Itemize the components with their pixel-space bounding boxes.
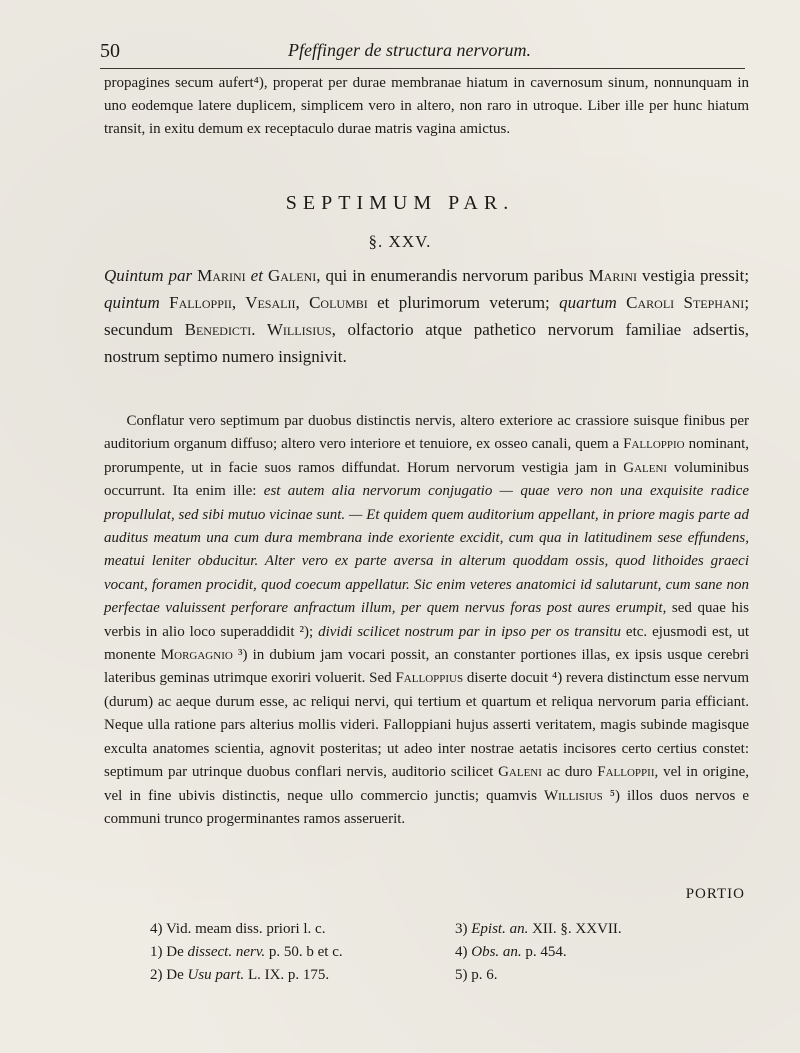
lead-text: , olfactorio atque pathetico nervorum familiae adsertis, nostrum septimo numero insignivit. (104, 320, 750, 366)
main-text: , sed quae his verbis in alio loco superaddidit ²); (104, 600, 749, 640)
lead-text: quintum (104, 293, 160, 312)
footnote-title: Obs. an. (471, 944, 522, 960)
lead-paragraph (104, 262, 749, 370)
main-text: Conflatur vero septimum par duobus distinctis nervis, altero exteriore ac crassiore suisque finibus per auditorium organum diffuso; altero vero interiore et tenuiore, ex osseo canali, quem a (104, 413, 749, 453)
lead-text: et plurimorum veterum; (377, 293, 550, 312)
catchword: PORTIO (685, 886, 745, 902)
footnote-text: L. IX. p. 175. (244, 967, 330, 983)
section-heading: §. XXV. (368, 232, 432, 251)
footnote-text: 1) De (150, 944, 188, 960)
intro-paragraph: propagines secum aufert⁴), properat per durae membranae hiatum in cavernosum sinum, nonnunquam in uno eodemque latere duplicem, simplicem vero in altero, non raro in utroque. Liber ille per hunc hiatum transit, in exitu demum ex receptaculo durae matris vagina amictus. (104, 75, 749, 137)
footnote-text: p. 50. b et c. (265, 944, 343, 960)
main-text: diserte docuit ⁴) revera distinctum esse nervum (durum) ac aeque durum esse, ac reliqui nervi, qui tertium et quartum et reliqua nervorum paria efficiant. Neque ulla ratione pars alterius mollis videri. Falloppiani hujus asserti veritatem, magis subinde magisque exculta anatomes scientia, agnovit posteritas; ut adeo inter nostrae aetatis incisores certo certius constet: septimum par utrinque duobus conflari nervis, auditorio scilicet (104, 670, 749, 781)
footnote (455, 918, 715, 941)
running-title: Pfeffinger de structura nervorum. (288, 40, 531, 60)
chapter-heading: SEPTIMUM PAR. (285, 192, 515, 214)
author-name: Falloppius (395, 670, 464, 687)
footnote-title: Epist. an. (471, 921, 529, 937)
author-name: Galeni (267, 266, 317, 285)
footnote (150, 941, 440, 964)
footnote-text: 2) De (150, 967, 188, 983)
lead-text: ; secundum (104, 293, 750, 339)
footnote-title: dissect. nerv. (187, 944, 266, 960)
footnote-title: Usu part. (187, 967, 245, 983)
footnote (150, 918, 440, 941)
author-name: Falloppio (623, 436, 685, 453)
author-name: Galeni (498, 764, 542, 781)
lead-text: quartum (559, 293, 617, 312)
footnote-text: 4) (455, 944, 472, 960)
main-text: , vel in origine, vel in fine ubivis distinctis, neque ullo commercio junctis; quamvis (104, 764, 749, 804)
quoted-text: dividi scilicet nostrum par in ipso per os transitu (318, 623, 621, 640)
footnote-text: 4) Vid. meam diss. priori l. c. (150, 921, 326, 937)
footnote-text: XII. §. XXVII. (528, 921, 622, 937)
quoted-text: est autem alia nervorum conjugatio — quae vero non una exquisite radice propullulat, sed sibi mutuo vicinae sunt. — Et quidem quem auditorium appellant, in priore magis parte ad auditus meatum una cum dura membrana inde exoriente excidit, cum qua in latitudinem sese effundens, meatui leniter obducitur. Alter vero ex parte aversa in alterum quoddam ossis, quod lithoides graeci vocant, foramen procidit, quod coecum appellatur. Sic enim veteres anatomici id salutarunt, cum sane non perfectae valuissent perforare anfractum illum, per quem nervus foras post aures erumpit (104, 483, 749, 617)
footnote-text: 5) p. 6. (455, 967, 498, 983)
author-name: Marini (588, 266, 638, 285)
lead-text: , qui in enumerandis nervorum paribus (316, 266, 584, 285)
author-name: Falloppii (597, 764, 655, 781)
author-name: Willisius (543, 787, 603, 804)
author-name: Galeni (623, 459, 668, 476)
footnote (150, 964, 440, 987)
main-text: ³) in dubium jam vocari possit, an constanter portiones illas, ex ipsis usque cerebri lateribus geminas utrimque exoriri voluerit. Sed (104, 647, 750, 687)
footnote (455, 964, 715, 987)
lead-text: Quintum par (104, 266, 193, 285)
author-name: Falloppii, Vesalii, Columbi (169, 293, 368, 312)
footnotes-left-column (150, 918, 440, 987)
page-header (100, 40, 745, 66)
footnotes-right-column (455, 918, 715, 987)
author-name: Benedicti. Willisius (184, 320, 332, 339)
main-text: ac duro (546, 764, 593, 781)
lead-text: et (250, 266, 263, 285)
footnote-text: 3) (455, 921, 472, 937)
main-text: nominant, prorumpente, ut in facie suos ramos diffundat. Horum nervorum vestigia jam in (104, 436, 750, 476)
main-text: voluminibus occurrunt. Ita enim ille: (104, 459, 750, 500)
main-text: ⁵) illos duos nervos e communi trunco progerminantes ramos asseruerit. (104, 787, 749, 827)
author-name: Morgagnio (160, 647, 233, 664)
footnote (455, 941, 715, 964)
author-name: Caroli Stephani (626, 293, 745, 312)
page-number: 50 (100, 40, 120, 62)
footnote-text: p. 454. (521, 944, 567, 960)
header-rule (100, 68, 745, 69)
main-paragraph (104, 410, 749, 831)
main-text: etc. ejusmodi est, ut monente (104, 623, 750, 664)
lead-text: vestigia pressit; (642, 266, 750, 285)
author-name: Marini (197, 266, 246, 285)
